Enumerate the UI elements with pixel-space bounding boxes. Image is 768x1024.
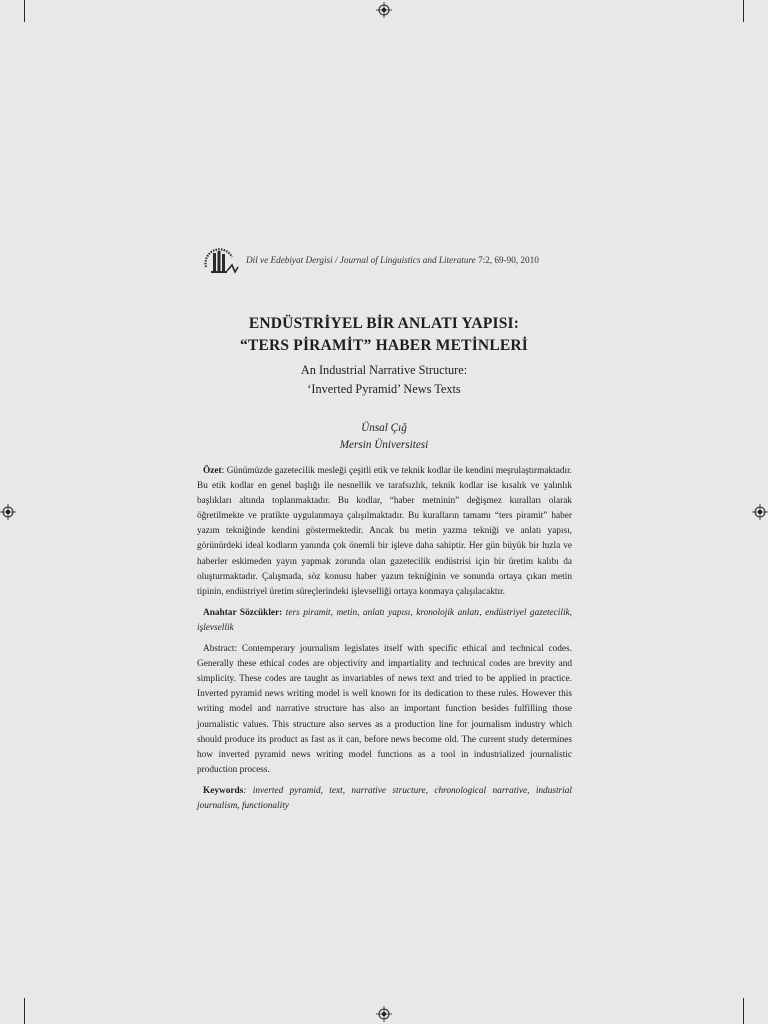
author-name: Ünsal Çığ [361, 422, 407, 434]
abstract-paragraph: Abstract: Contemperary journalism legislates itself with specific ethical and technical codes. Generally these ethical codes are objectivity and impartiality and technical codes are brevity and simplicity. These codes are taught as invariables of news text and tried to be applied in practice. Inverted pyramid news writing model is well known for its dedication to these rules. However this writing model and narrative structure has also an important function besides fulfilling those journalistic values. This structure also serves as a production line for journalism industry which should produce its product as fast as it can, before news become old. The current study determines how inverted pyramid news writing model functions as a tool in industrialized journalistic production process. [197, 644, 572, 775]
keywords-label: Keywords [203, 785, 244, 796]
title-line-1: ENDÜSTRİYEL BİR ANLATI YAPISI: [248, 315, 520, 332]
anahtar-label: Anahtar Sözcükler: [203, 607, 283, 618]
keywords-paragraph [197, 784, 572, 814]
journal-citation [246, 255, 539, 265]
crop-mark-bottom-left [24, 998, 25, 1024]
ozet-label: Özet [203, 466, 222, 476]
journal-header [200, 245, 560, 279]
registration-mark-icon [376, 1006, 392, 1022]
anahtar-paragraph [197, 606, 572, 636]
anahtar-text: ters piramit, metin, anlatı yapısı, kronolojik anlatı, endüstriyel gazetecilik, işlevsellik [197, 607, 572, 633]
ozet-text: : Günümüzde gazetecilik mesleği çeşitli etik ve teknik kodlar ile kendini meşrulaştırmaktadır. Bu etik kodlar en genel başlığı ile nesnellik ve tarafsızlık, teknik kodlar ise kısalık ve yalınlık başlıkları altında toplanmaktadır. Bu kodlar, “haber metninin” değişmez kuralları olarak öğretilmekte ve pratikte uygulanmaya çalışılmaktadır. Bu kuralların tamamı “ters piramit” haber yazım tekniğinde kendini göstermektedir. Ancak bu metin yazma tekniği ve anlatı yapısı, görünürdeki ideal kodların yanında çok önemli bir işleve daha sahiptir. Her gün büyük bir hızla ve haberler eskimeden yayın yapmak zorunda olan gazetecilik endüstrisi için bir üretim kalıbı da oluşturmaktadır. Çalışmada, söz konusu haber yazım tekniğinin ve sonunda ortaya çıkan metin tipinin, endüstriyel üretim süreçlerindeki işlevselliği ortaya konmaya çalışılacaktır. [197, 466, 572, 597]
university-logo-icon [200, 245, 240, 279]
crop-mark-top-left [24, 0, 25, 22]
keywords-text: : inverted pyramid, text, narrative structure, chronological narrative, industrial journalism, functionality [197, 785, 572, 811]
crop-mark-bottom-right [743, 998, 744, 1024]
crop-mark-top-right [743, 0, 744, 22]
registration-mark-icon [752, 504, 768, 520]
subtitle-line-2: ‘Inverted Pyramid’ News Texts [307, 382, 461, 396]
abstract-section [197, 464, 572, 814]
paper-title [196, 313, 572, 357]
author-block [196, 420, 572, 454]
author-affiliation: Mersin Üniversitesi [339, 439, 429, 451]
title-line-2: “TERS PİRAMİT” HABER METİNLERİ [239, 337, 529, 354]
subtitle-line-1: An Industrial Narrative Structure: [300, 363, 468, 377]
journal-volume: 7:2, 69-90, 2010 [478, 255, 539, 265]
registration-mark-icon [376, 2, 392, 18]
registration-mark-icon [0, 504, 16, 520]
ozet-paragraph [197, 464, 572, 600]
paper-subtitle [196, 361, 572, 399]
journal-name: Dil ve Edebiyat Dergisi / Journal of Linguistics and Literature [246, 255, 476, 265]
